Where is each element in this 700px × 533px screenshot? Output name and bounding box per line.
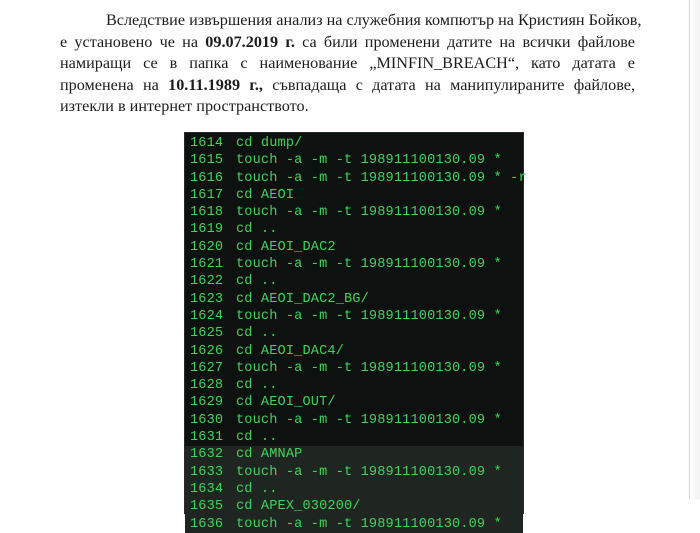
history-command: touch -a -m -t 198911100130.09 * xyxy=(236,516,502,532)
history-command: touch -a -m -t 198911100130.09 * xyxy=(236,360,502,376)
history-number: 1617 xyxy=(190,187,224,203)
history-command: cd .. xyxy=(236,326,278,342)
history-number: 1630 xyxy=(190,412,224,428)
history-command: touch -a -m -t 198911100130.09 * -r xyxy=(236,170,527,186)
terminal-line xyxy=(185,377,523,394)
history-number: 1614 xyxy=(190,136,224,151)
terminal-line xyxy=(185,498,523,515)
history-command: cd .. xyxy=(236,274,278,290)
terminal-line xyxy=(185,187,523,204)
history-number: 1620 xyxy=(190,239,224,255)
terminal-line xyxy=(185,239,523,256)
paragraph-line-4 xyxy=(60,75,635,97)
history-command: cd AEOI_DAC4/ xyxy=(236,343,344,359)
terminal-line xyxy=(185,429,523,446)
line4-text-before-date: променена на xyxy=(60,75,169,94)
terminal-lines xyxy=(185,133,527,533)
history-number: 1618 xyxy=(190,205,224,221)
paragraph-line-5: изтекли в интернет пространството. xyxy=(60,97,309,116)
page-edge-shadow xyxy=(689,0,700,499)
line2-text-after-date: са били променени датите на всички файлове xyxy=(294,32,635,51)
terminal-line xyxy=(185,221,523,238)
history-number: 1626 xyxy=(190,343,224,359)
history-number: 1632 xyxy=(190,447,224,463)
history-command: touch -a -m -t 198911100130.09 * xyxy=(236,412,502,428)
terminal-line xyxy=(185,360,523,377)
history-command: touch -a -m -t 198911100130.09 * xyxy=(236,153,502,169)
terminal-line xyxy=(185,343,523,360)
history-command: cd .. xyxy=(236,378,278,394)
history-number: 1616 xyxy=(190,170,224,186)
history-number: 1625 xyxy=(190,326,224,342)
line2-text-before-date: е установено че на xyxy=(60,32,206,51)
history-command: cd dump/ xyxy=(236,136,303,151)
terminal-line xyxy=(185,516,523,533)
history-number: 1624 xyxy=(190,308,224,324)
terminal-line xyxy=(185,273,523,290)
history-number: 1619 xyxy=(190,222,224,238)
history-number: 1628 xyxy=(190,378,224,394)
terminal-line xyxy=(185,152,523,169)
history-number: 1631 xyxy=(190,430,224,446)
history-number: 1615 xyxy=(190,153,224,169)
paragraph-line-2 xyxy=(60,32,635,54)
paragraph-line-3: намиращи се в папка с наименование „MINFIN_BREACH“, като датата е xyxy=(60,54,635,73)
history-number: 1629 xyxy=(190,395,224,411)
history-number: 1622 xyxy=(190,274,224,290)
history-number: 1627 xyxy=(190,360,224,376)
history-command: cd AEOI_DAC2 xyxy=(236,239,336,255)
history-command: touch -a -m -t 198911100130.09 * xyxy=(236,464,502,480)
body-paragraph xyxy=(60,10,642,118)
history-number: 1623 xyxy=(190,291,224,307)
terminal-line xyxy=(185,412,523,429)
terminal-line xyxy=(185,204,523,221)
terminal-line xyxy=(185,256,523,273)
history-command: cd APEX_030200/ xyxy=(236,499,361,515)
terminal-line xyxy=(185,291,523,308)
paragraph-line-1: Вследствие извършения анализ на служебния компютър на Кристиян Бойков, xyxy=(106,11,642,29)
history-command: cd AEOI xyxy=(236,187,295,203)
terminal-line xyxy=(185,325,523,342)
history-command: touch -a -m -t 198911100130.09 * xyxy=(236,308,502,324)
history-number: 1633 xyxy=(190,464,224,480)
terminal-line xyxy=(185,394,523,411)
manipulated-date-bold: 10.11.1989 г., xyxy=(168,75,263,94)
line4-text-after-date: съвпадаща с датата на манипулираните файлове, xyxy=(262,75,635,94)
history-command: cd .. xyxy=(236,222,278,238)
history-number: 1634 xyxy=(190,481,224,497)
history-number: 1636 xyxy=(190,516,224,532)
terminal-line xyxy=(185,308,523,325)
terminal-line xyxy=(185,464,523,481)
terminal-line xyxy=(185,170,527,187)
history-command: cd AEOI_DAC2_BG/ xyxy=(236,291,369,307)
terminal-line xyxy=(185,135,523,152)
history-command: cd AMNAP xyxy=(236,447,303,463)
history-command: touch -a -m -t 198911100130.09 * xyxy=(236,257,502,273)
history-number: 1621 xyxy=(190,257,224,273)
terminal-history-screenshot xyxy=(185,133,527,532)
change-date-bold: 09.07.2019 г. xyxy=(205,32,295,51)
history-command: cd .. xyxy=(236,481,278,497)
history-number: 1635 xyxy=(190,499,224,515)
history-command: cd AEOI_OUT/ xyxy=(236,395,336,411)
history-command: touch -a -m -t 198911100130.09 * xyxy=(236,205,502,221)
terminal-line xyxy=(185,446,523,463)
history-command: cd .. xyxy=(236,430,278,446)
terminal-line xyxy=(185,481,523,498)
